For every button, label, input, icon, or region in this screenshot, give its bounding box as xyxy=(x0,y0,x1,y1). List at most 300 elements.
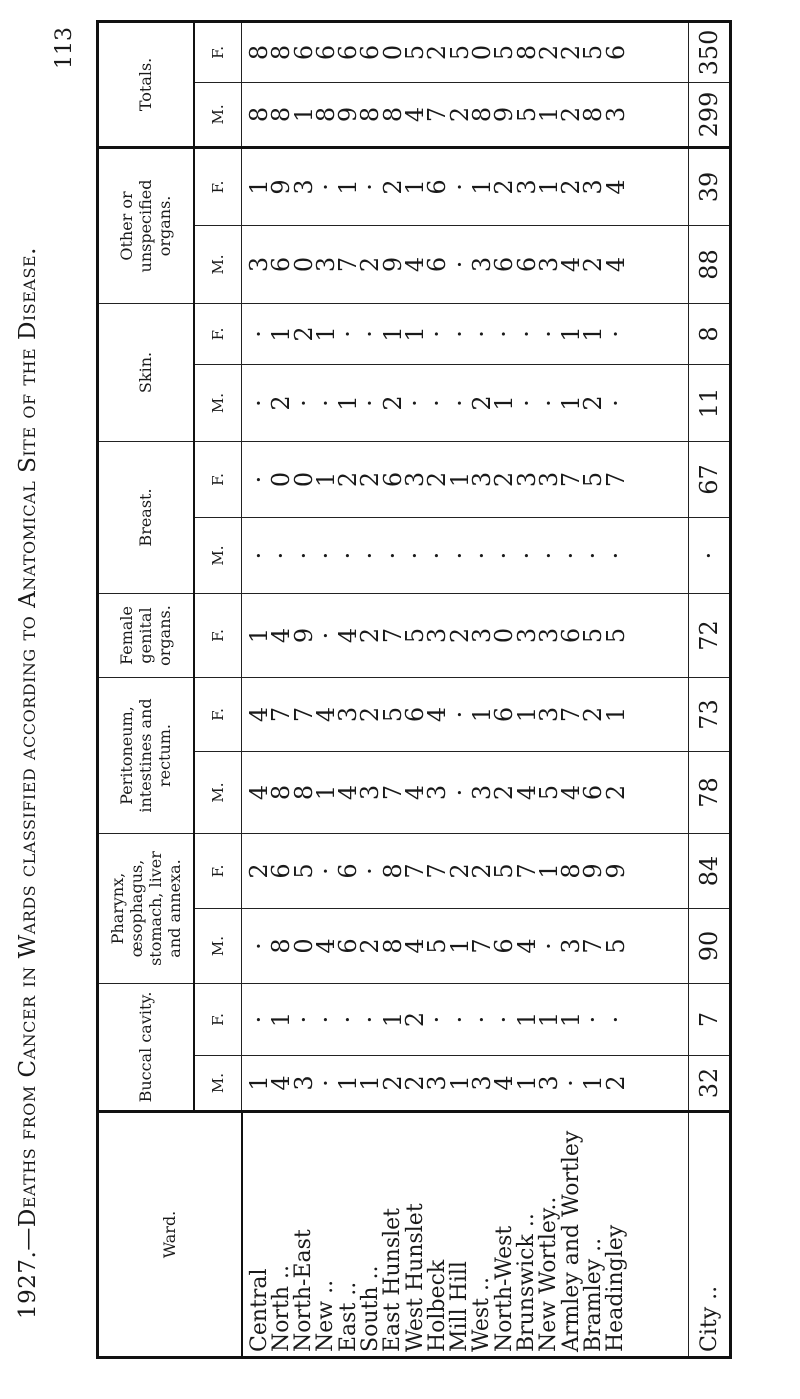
data-cell: 6 xyxy=(423,179,452,195)
data-cell: 8 xyxy=(512,44,541,61)
data-cell: 1 xyxy=(356,1075,385,1091)
city-total-buccal-female: 7 xyxy=(689,984,731,1056)
data-cell: 0 xyxy=(289,938,318,954)
data-cell: · xyxy=(356,183,385,191)
city-total-breast-male: · xyxy=(689,518,731,594)
subheader-buccal-female: F. xyxy=(194,984,242,1056)
data-cell: 6 xyxy=(490,256,519,273)
data-cell: 2 xyxy=(334,471,363,488)
data-cell: 1 xyxy=(245,627,273,644)
data-cell: 3 xyxy=(467,471,496,488)
data-cell: 4 xyxy=(245,784,273,801)
city-total-pharynx-female: 84 xyxy=(689,834,731,909)
subheader-peritoneum-male: M. xyxy=(194,752,242,834)
data-cell: · xyxy=(423,1015,452,1024)
data-cell: 1 xyxy=(579,326,608,342)
data-cell: 1 xyxy=(512,1075,541,1091)
ward-list xyxy=(246,1113,629,1352)
data-cell: 2 xyxy=(445,863,474,879)
city-total-other-male: 88 xyxy=(689,225,731,303)
column-female-female xyxy=(242,594,689,678)
data-cell: 6 xyxy=(267,256,296,273)
data-cell: 9 xyxy=(289,627,318,644)
data-cell: 2 xyxy=(245,863,273,879)
data-cell: 8 xyxy=(267,44,296,61)
column-skin-male xyxy=(242,364,689,441)
data-cell: 8 xyxy=(267,784,296,801)
ward-name: Mill Hill xyxy=(447,1261,473,1352)
city-label: City .. xyxy=(689,1112,731,1358)
data-cell: 5 xyxy=(401,627,430,644)
subheader-peritoneum-female: F. xyxy=(194,678,242,752)
data-cell: 1 xyxy=(311,471,340,488)
ward-names-cell xyxy=(242,1112,689,1358)
data-cell: 6 xyxy=(334,863,363,879)
data-cell: 1 xyxy=(334,1075,363,1091)
data-cell: 7 xyxy=(579,938,608,954)
data-cell: · xyxy=(311,551,340,560)
data-cell: 6 xyxy=(356,44,385,61)
data-cell: · xyxy=(401,551,430,560)
data-cell: · xyxy=(356,867,385,875)
column-other-male xyxy=(242,225,689,303)
data-cell: 8 xyxy=(245,44,273,61)
data-cell: 1 xyxy=(334,179,363,195)
data-cell: 1 xyxy=(557,326,586,342)
subheader-female-female: F. xyxy=(194,594,242,678)
data-cell: 3 xyxy=(289,1075,318,1091)
data-cell: 4 xyxy=(401,784,430,801)
group-header-other: Other or unspecified organs. xyxy=(98,147,194,303)
data-cell: 2 xyxy=(267,395,296,411)
ward-name: Central xyxy=(246,1268,272,1352)
column-breast-male xyxy=(242,518,689,594)
data-cell: 5 xyxy=(601,627,630,644)
subheader-breast-male: M. xyxy=(194,518,242,594)
data-cell: · xyxy=(423,399,452,407)
data-cell: 2 xyxy=(579,706,608,723)
data-cell: · xyxy=(245,551,273,560)
data-cell: · xyxy=(289,1015,318,1024)
data-cell: 2 xyxy=(356,706,385,723)
data-cell: 6 xyxy=(512,256,541,273)
column-other-female xyxy=(242,147,689,225)
data-cell: · xyxy=(245,1015,273,1024)
data-cell: 9 xyxy=(334,106,363,123)
data-cell: 8 xyxy=(378,863,407,879)
data-cell: 2 xyxy=(490,784,519,801)
data-cell: 1 xyxy=(445,938,474,954)
data-cell: 4 xyxy=(267,1075,296,1091)
subheader-pharynx-female: F. xyxy=(194,834,242,909)
data-cell: · xyxy=(356,399,385,407)
data-cell: 8 xyxy=(467,106,496,123)
ward-name: North-West xyxy=(491,1225,517,1352)
data-cell: 1 xyxy=(401,326,430,342)
data-cell: 3 xyxy=(423,627,452,644)
data-cell: 1 xyxy=(311,784,340,801)
subheader-totals-female: F. xyxy=(194,21,242,82)
column-peritoneum-male xyxy=(242,752,689,834)
data-cell: 2 xyxy=(601,784,630,801)
data-cell: 6 xyxy=(289,44,318,61)
column-totals-male xyxy=(242,82,689,147)
data-cell: · xyxy=(467,330,496,338)
data-cell: 6 xyxy=(334,938,363,954)
data-cell: 1 xyxy=(512,706,541,723)
data-cell: 6 xyxy=(490,706,519,723)
data-cell: 7 xyxy=(557,706,586,723)
data-cell: 0 xyxy=(267,471,296,488)
ward-name: Headingley xyxy=(603,1224,629,1352)
ward-name: New .. xyxy=(313,1279,339,1352)
data-cell: 2 xyxy=(423,44,452,61)
data-cell: 2 xyxy=(557,179,586,195)
subheader-breast-female: F. xyxy=(194,441,242,517)
column-buccal-male xyxy=(242,1056,689,1112)
data-cell: 7 xyxy=(334,256,363,273)
data-cell: 1 xyxy=(534,863,563,879)
data-cell: 5 xyxy=(378,706,407,723)
data-cell: · xyxy=(423,330,452,338)
data-cell: 2 xyxy=(490,179,519,195)
data-cell: 3 xyxy=(534,1075,563,1091)
data-cell: · xyxy=(378,551,407,560)
cancer-deaths-table xyxy=(96,20,732,1359)
data-cell: · xyxy=(334,551,363,560)
data-cell: 2 xyxy=(289,326,318,342)
data-cell: 1 xyxy=(445,471,474,488)
data-cell: 2 xyxy=(601,1075,630,1091)
subheader-pharynx-male: M. xyxy=(194,909,242,984)
column-buccal-female xyxy=(242,984,689,1056)
data-cell: 1 xyxy=(512,1011,541,1028)
data-cell: 2 xyxy=(378,179,407,195)
data-cell: 1 xyxy=(534,179,563,195)
subheader-skin-female: F. xyxy=(194,303,242,364)
data-cell: 3 xyxy=(467,784,496,801)
data-cell: · xyxy=(490,1015,519,1024)
data-cell: · xyxy=(534,551,563,560)
data-cell: 3 xyxy=(512,627,541,644)
data-cell: 4 xyxy=(401,106,430,123)
data-cell: 0 xyxy=(378,44,407,61)
data-cell: · xyxy=(445,399,474,407)
data-cell: · xyxy=(445,710,474,719)
data-cell: 3 xyxy=(334,706,363,723)
city-totals-row xyxy=(689,21,731,1357)
ward-name: East Hunslet xyxy=(380,1207,406,1352)
data-cell: 1 xyxy=(579,1075,608,1091)
subheader-buccal-male: M. xyxy=(194,1056,242,1112)
data-cell: 1 xyxy=(378,326,407,342)
data-cell: 4 xyxy=(557,784,586,801)
city-total-buccal-male: 32 xyxy=(689,1056,731,1112)
data-cell: 5 xyxy=(490,863,519,879)
group-header-skin: Skin. xyxy=(98,303,194,441)
data-cell: 1 xyxy=(401,179,430,195)
ward-name: West .. xyxy=(469,1277,495,1352)
data-cell: 8 xyxy=(311,106,340,123)
data-cell: 4 xyxy=(245,706,273,723)
data-cell: · xyxy=(245,330,273,338)
data-cell: · xyxy=(356,330,385,338)
data-cell: 6 xyxy=(557,627,586,644)
data-cell: 4 xyxy=(334,627,363,644)
data-cell: 7 xyxy=(557,471,586,488)
subheader-totals-male: M. xyxy=(194,82,242,147)
column-totals-female xyxy=(242,21,689,82)
ward-name: North .. xyxy=(268,1264,294,1352)
data-cell: 8 xyxy=(267,106,296,123)
data-cell: 2 xyxy=(356,938,385,954)
data-cell: · xyxy=(245,942,273,950)
data-cell: · xyxy=(601,399,630,407)
data-cell: 6 xyxy=(267,863,296,879)
data-cell: 2 xyxy=(445,627,474,644)
data-cell: 5 xyxy=(579,627,608,644)
city-total-other-female: 39 xyxy=(689,147,731,225)
subheader-other-female: F. xyxy=(194,147,242,225)
data-cell: · xyxy=(445,551,474,560)
ward-name: Armley and Wortley xyxy=(558,1130,584,1352)
data-cell: · xyxy=(445,1015,474,1024)
data-cell: 1 xyxy=(378,1011,407,1028)
data-cell: · xyxy=(534,942,563,950)
data-cell: · xyxy=(334,1015,363,1024)
city-total-skin-female: 8 xyxy=(689,303,731,364)
data-cell: 5 xyxy=(601,938,630,954)
column-pharynx-male xyxy=(242,909,689,984)
subheader-other-male: M. xyxy=(194,225,242,303)
data-cell: 9 xyxy=(378,256,407,273)
data-cell: 2 xyxy=(378,1075,407,1091)
data-cell: 3 xyxy=(311,256,340,273)
data-cell: 8 xyxy=(245,106,273,123)
data-cell: · xyxy=(601,330,630,338)
city-total-peritoneum-male: 78 xyxy=(689,752,731,834)
data-cell: 3 xyxy=(423,1075,452,1091)
ward-name: Holbeck xyxy=(424,1259,450,1352)
data-cell: 1 xyxy=(334,395,363,411)
data-cell: · xyxy=(445,260,474,269)
data-cell: 4 xyxy=(601,179,630,195)
data-cell: 1 xyxy=(311,326,340,342)
data-cell: 3 xyxy=(601,106,630,123)
data-cell: 1 xyxy=(445,1075,474,1091)
data-cell: 5 xyxy=(579,471,608,488)
data-cell: · xyxy=(334,330,363,338)
data-cell: 2 xyxy=(557,44,586,61)
data-cell: 3 xyxy=(467,627,496,644)
data-cell: 6 xyxy=(579,784,608,801)
data-cell: · xyxy=(557,551,586,560)
data-cell: 7 xyxy=(401,863,430,879)
data-cell: 9 xyxy=(579,863,608,879)
data-cell: 2 xyxy=(467,863,496,879)
data-cell: 6 xyxy=(490,938,519,954)
data-cell: · xyxy=(245,475,273,484)
data-cell: · xyxy=(311,631,340,640)
data-cell: 8 xyxy=(267,938,296,954)
data-cell: 6 xyxy=(601,44,630,61)
data-cell: 3 xyxy=(534,256,563,273)
data-cell: 1 xyxy=(467,179,496,195)
data-cell: 1 xyxy=(245,179,273,195)
data-cell: · xyxy=(534,399,563,407)
data-cell: 3 xyxy=(245,256,273,273)
data-cell: 2 xyxy=(579,395,608,411)
data-cell: · xyxy=(601,551,630,560)
ward-name: East .. xyxy=(335,1281,361,1352)
data-cell: · xyxy=(289,399,318,407)
data-cell: · xyxy=(289,551,318,560)
data-cell: 1 xyxy=(267,326,296,342)
data-cell: 2 xyxy=(579,256,608,273)
data-cell: 6 xyxy=(401,706,430,723)
data-cell: 7 xyxy=(467,938,496,954)
ward-name: Brunswick .. xyxy=(514,1213,540,1352)
data-cell: · xyxy=(356,1015,385,1024)
page-number: 113 xyxy=(52,27,77,69)
data-cell: · xyxy=(534,330,563,338)
ward-data-row xyxy=(242,21,689,1357)
city-total-pharynx-male: 90 xyxy=(689,909,731,984)
data-cell: · xyxy=(512,330,541,338)
data-cell: 3 xyxy=(356,784,385,801)
data-cell: 3 xyxy=(467,1075,496,1091)
city-total-totals-male: 299 xyxy=(689,82,731,147)
data-cell: 7 xyxy=(289,706,318,723)
data-cell: 6 xyxy=(423,256,452,273)
data-cell: 9 xyxy=(490,106,519,123)
ward-name: West Hunslet xyxy=(402,1203,428,1352)
data-cell: 5 xyxy=(423,938,452,954)
data-cell: 8 xyxy=(557,863,586,879)
data-cell: 3 xyxy=(467,256,496,273)
data-cell: 7 xyxy=(512,863,541,879)
data-cell: 7 xyxy=(601,471,630,488)
data-cell: 4 xyxy=(334,784,363,801)
data-cell: 1 xyxy=(467,706,496,723)
ward-header: Ward. xyxy=(98,1112,242,1358)
data-cell: 5 xyxy=(490,44,519,61)
data-cell: 0 xyxy=(467,44,496,61)
data-cell: 5 xyxy=(512,106,541,123)
data-cell: 9 xyxy=(267,179,296,195)
data-cell: 1 xyxy=(601,706,630,723)
subheader-skin-male: M. xyxy=(194,364,242,441)
column-pharynx-female xyxy=(242,834,689,909)
data-cell: 5 xyxy=(401,44,430,61)
data-cell: 2 xyxy=(490,471,519,488)
data-cell: 6 xyxy=(311,44,340,61)
data-cell: 2 xyxy=(356,256,385,273)
data-cell: · xyxy=(445,330,474,338)
data-cell: 5 xyxy=(289,863,318,879)
data-cell: · xyxy=(601,1015,630,1024)
data-cell: 1 xyxy=(534,1011,563,1028)
data-cell: 5 xyxy=(579,44,608,61)
data-cell: · xyxy=(245,399,273,407)
data-cell: 0 xyxy=(289,256,318,273)
column-peritoneum-female xyxy=(242,678,689,752)
data-cell: · xyxy=(445,788,474,797)
data-cell: 2 xyxy=(423,471,452,488)
data-cell: 1 xyxy=(490,395,519,411)
data-cell: 2 xyxy=(356,627,385,644)
data-cell: 8 xyxy=(356,106,385,123)
data-cell: 4 xyxy=(401,256,430,273)
data-cell: · xyxy=(423,551,452,560)
data-cell: · xyxy=(401,399,430,407)
ward-name: New Wortley.. xyxy=(536,1196,562,1352)
data-cell: · xyxy=(311,1015,340,1024)
data-cell: 8 xyxy=(378,106,407,123)
city-total-skin-male: 11 xyxy=(689,364,731,441)
data-cell: 0 xyxy=(289,471,318,488)
group-header-female: Female genital organs. xyxy=(98,594,194,678)
data-cell: · xyxy=(467,1015,496,1024)
data-cell: 8 xyxy=(378,938,407,954)
data-cell: · xyxy=(311,399,340,407)
data-cell: 4 xyxy=(401,938,430,954)
group-header-peritoneum: Peritoneum, intestines and rectum. xyxy=(98,678,194,834)
data-cell: 2 xyxy=(401,1075,430,1091)
data-cell: 3 xyxy=(534,627,563,644)
data-cell: 2 xyxy=(445,106,474,123)
page-heading xyxy=(10,79,46,1319)
data-cell: 8 xyxy=(579,106,608,123)
data-cell: · xyxy=(445,183,474,191)
data-cell: 6 xyxy=(334,44,363,61)
data-cell: 7 xyxy=(423,106,452,123)
data-cell: 6 xyxy=(378,471,407,488)
data-cell: · xyxy=(512,551,541,560)
group-header-pharynx: Pharynx, œsophagus, stomach, liver and annexa. xyxy=(98,834,194,984)
data-cell: 2 xyxy=(557,106,586,123)
data-cell: 4 xyxy=(267,627,296,644)
data-cell: · xyxy=(490,330,519,338)
data-cell: 3 xyxy=(557,938,586,954)
city-total-totals-female: 350 xyxy=(689,21,731,82)
data-cell: · xyxy=(467,551,496,560)
data-cell: 4 xyxy=(311,938,340,954)
data-cell: 3 xyxy=(534,706,563,723)
ward-name: North-East xyxy=(291,1229,317,1352)
data-cell: · xyxy=(579,1015,608,1024)
city-total-breast-female: 67 xyxy=(689,441,731,517)
ward-name: South .. xyxy=(357,1265,383,1352)
heading-text: —Deaths from Cancer in Wards classified according to Anatomical Site of the Disease. xyxy=(15,247,41,1251)
data-cell: 3 xyxy=(512,471,541,488)
data-cell: 3 xyxy=(579,179,608,195)
data-cell: 5 xyxy=(534,784,563,801)
ward-name: Bramley .. xyxy=(580,1237,606,1352)
data-cell: 3 xyxy=(534,471,563,488)
data-cell: 7 xyxy=(423,863,452,879)
data-cell: 4 xyxy=(557,256,586,273)
data-cell: 1 xyxy=(557,395,586,411)
data-cell: 4 xyxy=(601,256,630,273)
data-cell: · xyxy=(512,399,541,407)
data-cell: 4 xyxy=(423,706,452,723)
data-cell: 2 xyxy=(401,1011,430,1028)
city-total-female-female: 72 xyxy=(689,594,731,678)
data-cell: 2 xyxy=(356,471,385,488)
data-cell: 7 xyxy=(267,706,296,723)
data-cell: 0 xyxy=(490,627,519,644)
